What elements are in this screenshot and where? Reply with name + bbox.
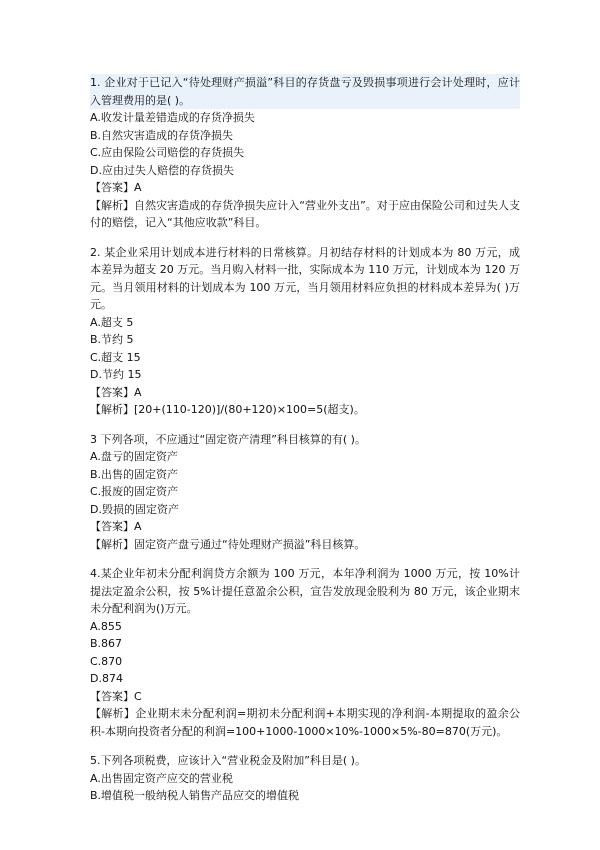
question-stem: 5.下列各项税费，应该计入“营业税金及附加”科目是( )。 bbox=[90, 754, 366, 767]
question-5 bbox=[90, 752, 520, 805]
question-stem: 1. 企业对于已记入“待处理财产损溢”科目的存货盘亏及毁损事项进行会计处理时，应计入管理费用的是( )。 bbox=[90, 74, 520, 109]
option-a: A.盘亏的固定资产 bbox=[90, 450, 178, 463]
analysis: 【解析】企业期末未分配利润=期初未分配利润+本期实现的净利润-本期提取的盈余公积-本期向投资者分配的利润=100+1000-1000×10%-1000×5%-80=870(万元)。 bbox=[90, 707, 520, 738]
option-b: B.867 bbox=[90, 637, 123, 650]
option-b: B.自然灾害造成的存货净损失 bbox=[90, 128, 234, 142]
answer: 【答案】C bbox=[90, 689, 142, 703]
option-a: A.855 bbox=[90, 619, 122, 633]
option-c: C.应由保险公司赔偿的存货损失 bbox=[90, 146, 245, 159]
question-1 bbox=[90, 74, 520, 232]
analysis: 【解析】[20+(110-120)]/(80+120)×100=5(超支)。 bbox=[90, 403, 365, 416]
option-a: A.出售固定资产应交的营业税 bbox=[90, 771, 233, 785]
option-b: B.增值税一般纳税人销售产品应交的增值税 bbox=[90, 789, 300, 802]
option-d: D.毁损的固定资产 bbox=[90, 502, 179, 516]
question-stem: 4.某企业年初未分配利润贷方余额为 100 万元，本年净利润为 1000 万元，按 10%计提法定盈余公积，按 5%计提任意盈余公积，宣告发放现金股利为 80 万元，该企业期末未分配利润为()万元。 bbox=[90, 567, 520, 615]
option-c: C.870 bbox=[90, 654, 123, 668]
option-d: D.节约 15 bbox=[90, 368, 142, 381]
answer: 【答案】A bbox=[90, 385, 142, 399]
option-a: A.收发计量差错造成的存货净损失 bbox=[90, 111, 255, 124]
option-d: D.874 bbox=[90, 672, 123, 685]
question-stem: 2. 某企业采用计划成本进行材料的日常核算。月初结存材料的计划成本为 80 万元，成本差异为超支 20 万元。当月购入材料一批，实际成本为 110 万元，计划成本为 120 万元。当月领用材料的计划成本为 100 万元，当月领用材料应负担的材料成本差异为( )万元。 bbox=[90, 245, 520, 311]
question-2 bbox=[90, 244, 520, 419]
option-a: A.超支 5 bbox=[90, 315, 134, 329]
question-stem: 3 下列各项，不应通过“固定资产清理”科目核算的有( )。 bbox=[90, 432, 366, 446]
answer: 【答案】A bbox=[90, 181, 142, 194]
question-3 bbox=[90, 431, 520, 554]
option-c: C.报废的固定资产 bbox=[90, 485, 179, 498]
option-c: C.超支 15 bbox=[90, 350, 141, 364]
answer: 【答案】A bbox=[90, 520, 142, 533]
option-b: B.节约 5 bbox=[90, 333, 134, 346]
analysis: 【解析】自然灾害造成的存货净损失应计入“营业外支出”。对于应由保险公司和过失人支付的赔偿，记入“其他应收款”科目。 bbox=[90, 198, 520, 229]
analysis: 【解析】固定资产盘亏通过“待处理财产损溢”科目核算。 bbox=[90, 537, 366, 551]
option-b: B.出售的固定资产 bbox=[90, 467, 179, 481]
document-page bbox=[90, 74, 520, 817]
question-4 bbox=[90, 565, 520, 740]
option-d: D.应由过失人赔偿的存货损失 bbox=[90, 163, 234, 177]
